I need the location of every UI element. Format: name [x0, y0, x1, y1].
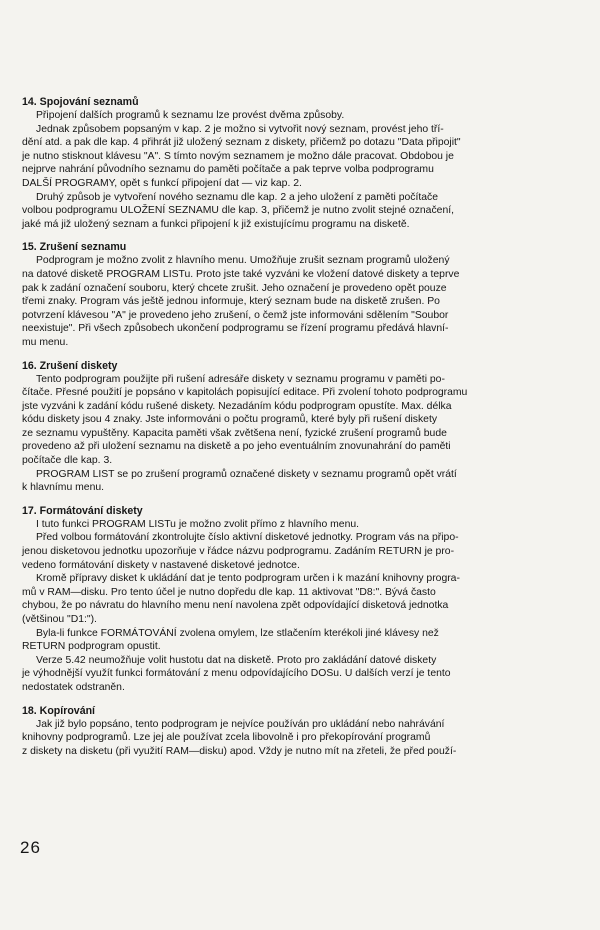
paragraph — [22, 191, 564, 232]
text-line: Kromě přípravy disket k ukládání dat je tento podprogram určen i k mazání knihovny progra- — [36, 573, 460, 585]
section-heading: 16. Zrušení diskety — [22, 359, 118, 372]
paragraph — [22, 627, 564, 654]
text-line: RETURN podprogram opustit. — [22, 641, 161, 653]
paragraph — [22, 109, 564, 123]
text-line: Tento podprogram použijte při rušení adresáře diskety v seznamu programu v paměti po- — [36, 373, 445, 385]
paragraph — [22, 718, 564, 759]
text-line: je výhodnější využít funkci formátování z menu odpovídajícího DOSu. U dalších verzí je tento — [22, 668, 451, 680]
text-line: knihovny podprogramů. Lze jej ale používat zcela libovolně i pro překopírování programů — [22, 732, 431, 744]
paragraph — [22, 254, 564, 349]
paragraph — [22, 654, 564, 695]
paragraph — [22, 373, 564, 468]
text-line: neexistuje". Při všech způsobech ukončení podprogramu se řízení programu předává hlavní- — [22, 323, 449, 335]
text-line: Před volbou formátování zkontrolujte číslo aktivní disketové jednotky. Program vás na připo- — [36, 532, 459, 544]
text-line: Jak již bylo popsáno, tento podprogram je nejvíce používán pro ukládání nebo nahrávání — [36, 718, 445, 730]
text-line: z diskety na disketu (při využití RAM—disku) apod. Vždy je nutno mít na zřeteli, že před použí- — [22, 745, 457, 757]
page-number: 26 — [20, 838, 41, 857]
section — [22, 96, 564, 231]
text-line: počítače dle kap. 3. — [22, 455, 113, 467]
paragraph — [22, 518, 564, 532]
paragraph — [22, 572, 564, 626]
text-line: Jednak způsobem popsaným v kap. 2 je možno si vytvořit nový seznam, provést jeho tří- — [36, 123, 444, 135]
text-line: kódu diskety jsou 4 znaky. Jste informováni o počtu programů, které byly při rušení diskety — [22, 414, 438, 426]
text-line: potvrzení klávesou "A" je provedeno jeho zrušení, o čemž jste informováni sdělením "Soubor — [22, 309, 449, 321]
section — [22, 505, 564, 695]
text-line: čítače. Přesné použití je popsáno v kapitolách popisující editace. Při zvolení tohoto podprogramu — [22, 387, 468, 399]
section-heading: 14. Spojování seznamů — [22, 96, 139, 108]
text-line: jenou disketovou jednotku upozorňuje v řádce názvu podprogramu. Zadáním RETURN je pro- — [22, 546, 455, 558]
text-line: k hlavnímu menu. — [22, 482, 105, 494]
text-line: (většinou "D1:"). — [22, 614, 97, 625]
text-line: DALŠÍ PROGRAMY, opět s funkcí připojení dat — viz kap. 2. — [22, 177, 302, 189]
paragraph — [22, 468, 564, 495]
text-line: volbou podprogramu ULOŽENÍ SEZNAMU dle kap. 3, přičemž je nutno zvolit stejné označení, — [22, 205, 454, 217]
text-line: chybou, že po návratu do hlavního menu není navolena zpět odpovídající disketová jednotka — [22, 600, 449, 612]
text-line: Byla-li funkce FORMÁTOVÁNÍ zvolena omylem, lze stlačením kterékoli jiné klávesy než — [36, 627, 439, 639]
section — [22, 241, 564, 349]
text-line: jste vyzváni k zadání kódu rušené diskety. Nezadáním kódu podprogram opustíte. Max. délka — [22, 400, 452, 412]
text-line: I tuto funkci PROGRAM LISTu je možno zvolit přímo z hlavního menu. — [36, 518, 360, 530]
section-heading: 18. Kopírování — [22, 704, 95, 717]
text-line: nedostatek odstraněn. — [22, 681, 125, 693]
text-line: PROGRAM LIST se po zrušení programů označené diskety v seznamu programů opět vrátí — [36, 468, 457, 480]
text-line: jaké má již uložený seznam a funkci připojení k již existujícímu programu na disketě. — [22, 218, 410, 230]
text-line: třemi znaky. Program vás ještě jednou informuje, který seznam bude na disketě zrušen. Po — [22, 296, 440, 308]
text-line: provedeno až při uložení seznamu na disketě a po jeho eventuálním znovunahrání do paměti — [22, 441, 451, 453]
section-heading: 17. Formátování diskety — [22, 504, 143, 517]
text-line: mů v RAM—disku. Pro tento účel je nutno dopředu dle kap. 11 aktivovat "D8:". Bývá často — [22, 586, 436, 598]
section — [22, 705, 564, 759]
paragraph — [22, 123, 564, 191]
text-line: vedeno formátování diskety v nastavené disketové jednotce. — [22, 559, 300, 571]
text-line: je nutno stisknout klávesu "A". S tímto novým seznamem je možno dále pracovat. Obdobou je — [22, 150, 454, 162]
paragraph — [22, 531, 564, 572]
section — [22, 360, 564, 495]
text-line: pak k zadání označení souboru, který chcete zrušit. Jeho označení je provedeno opět pouze — [22, 282, 447, 294]
text-line: Druhý způsob je vytvoření nového seznamu dle kap. 2 a jeho uložení z paměti počítače — [36, 191, 439, 203]
text-line: Podprogram je možno zvolit z hlavního menu. Umožňuje zrušit seznam programů uložený — [36, 255, 450, 267]
text-line: dění atd. a pak dle kap. 4 přihrát již uložený seznam z diskety, přičemž po dotazu "Data připojit" — [22, 137, 461, 149]
text-line: mu menu. — [22, 336, 69, 348]
text-line: na datové disketě PROGRAM LISTu. Proto jste také vyzváni ke vložení datové diskety a teprve — [22, 268, 460, 280]
text-line: ze seznamu vypuštěny. Kapacita paměti však zvětšena není, fyzické zrušení programů bude — [22, 427, 447, 439]
text-line: Verze 5.42 neumožňuje volit hustotu dat na disketě. Proto pro zakládání datové diskety — [36, 654, 437, 666]
text-line: nejprve nahrání původního seznamu do paměti počítače a pak teprve volba podprogramu — [22, 164, 434, 176]
section-heading: 15. Zrušení seznamu — [22, 241, 127, 254]
text-line: Připojení dalších programů k seznamu lze provést dvěma způsoby. — [36, 110, 345, 121]
